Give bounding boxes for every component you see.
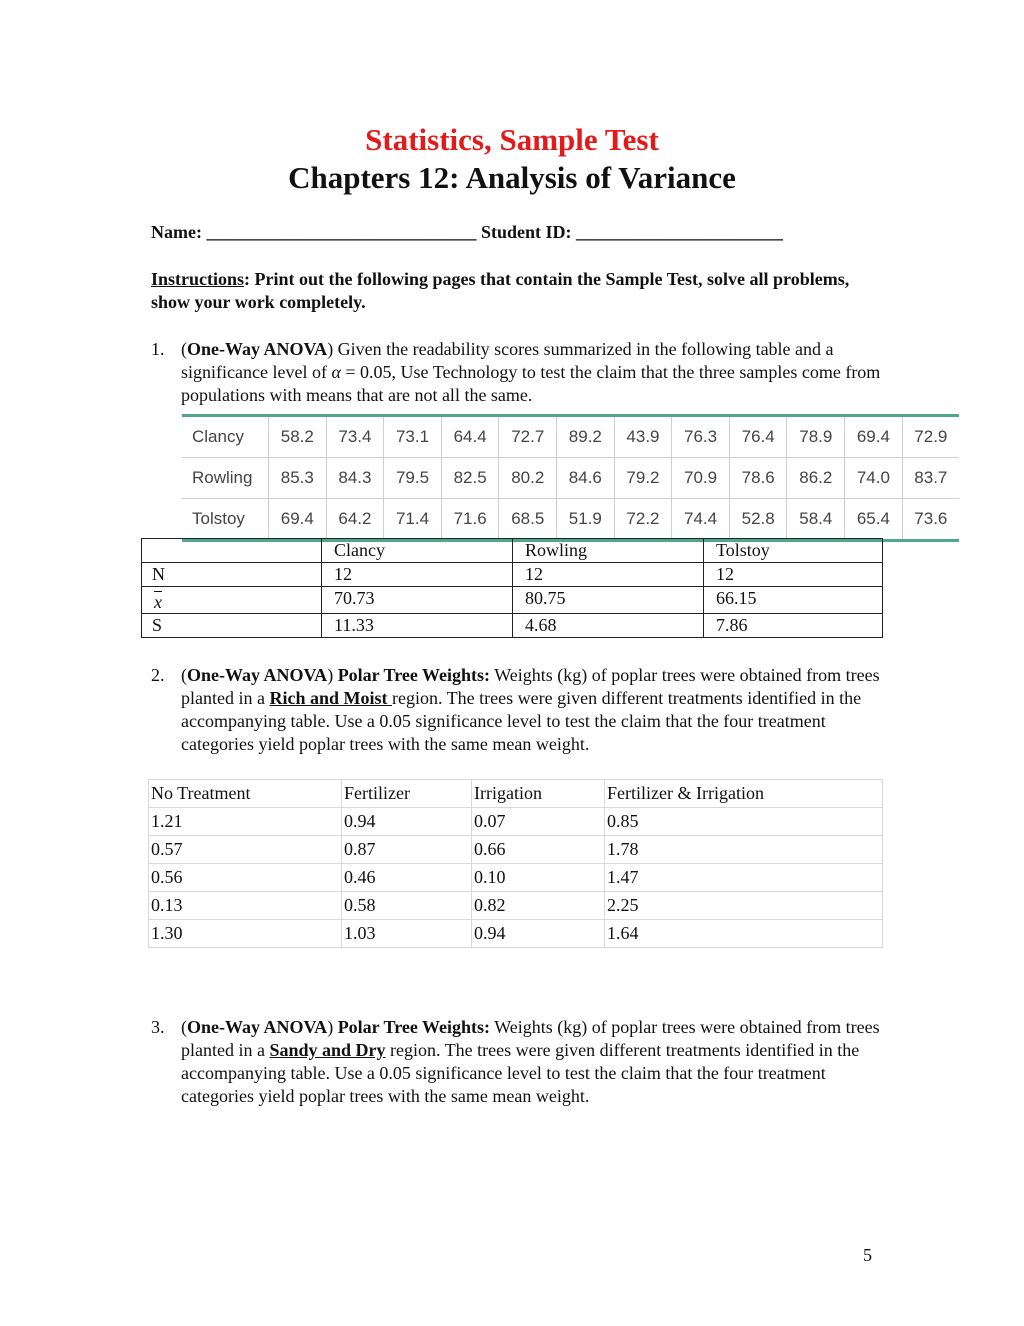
document-subtitle: Chapters 12: Analysis of Variance	[288, 160, 736, 195]
table-cell: 1.64	[605, 920, 883, 948]
question-number: 1.	[151, 339, 165, 359]
row-label	[142, 614, 322, 638]
table-row	[149, 836, 883, 864]
row-label-text: N	[152, 564, 165, 584]
poplar-weights-table	[148, 779, 883, 948]
region-label: Sandy and Dry	[269, 1040, 386, 1060]
table-cell: 69.4	[269, 499, 327, 539]
question-text-b: region. The trees were given different treatments identified in the accompanying table. Use a 0.05 significance level to test the claim that the four treatment categories yield poplar trees with the same mean weight.	[181, 688, 862, 754]
question-lead: Polar Tree Weights:	[337, 665, 491, 685]
student-id-blank: _______________________	[576, 222, 784, 242]
question-text: (One-Way ANOVA) Polar Tree Weights: Weights (kg) of poplar trees were obtained from trees planted in a Rich and Moist region. The trees were given different treatments identified in the accompanying table. Use a 0.05 significance level to test the claim that the four treatment categories yield poplar trees with the same mean weight.	[181, 665, 880, 754]
row-label	[142, 587, 322, 614]
instructions-text: : Print out the following pages that contain the Sample Test, solve all problems, show your work completely.	[151, 269, 850, 312]
column-header: Fertilizer	[342, 780, 472, 808]
table-cell: 0.87	[342, 836, 472, 864]
question-text-a: Weights (kg) of poplar trees were obtained from trees planted in a	[181, 665, 880, 708]
column-header: Irrigation	[472, 780, 605, 808]
summary-statistics-table	[141, 538, 883, 638]
table-cell: 1.30	[149, 920, 342, 948]
table-header-row	[149, 780, 883, 808]
table-row	[182, 417, 959, 457]
row-label-text: $\overline{x}$	[154, 592, 162, 612]
table-cell: 4.68	[513, 614, 704, 638]
table-cell: 70.9	[672, 457, 730, 498]
name-label: Name:	[151, 222, 202, 242]
table-row	[149, 864, 883, 892]
table-cell: 86.2	[787, 457, 845, 498]
table-cell: 12	[322, 563, 513, 587]
table-cell: 78.9	[787, 417, 845, 457]
table-cell: 1.78	[605, 836, 883, 864]
question-topic: One-Way ANOVA	[187, 1017, 328, 1037]
table-cell: 11.33	[322, 614, 513, 638]
table-cell: 71.4	[384, 499, 442, 539]
table-row	[149, 892, 883, 920]
table-cell: 0.13	[149, 892, 342, 920]
table-cell: 51.9	[557, 499, 615, 539]
table-cell: 2.25	[605, 892, 883, 920]
question-topic: One-Way ANOVA	[187, 339, 328, 359]
table-cell: 1.21	[149, 808, 342, 836]
question-text-b: = 0.05, Use Technology to test the claim that the three samples come from populations with means that are not all the same.	[181, 362, 881, 405]
row-label-text: S	[152, 615, 163, 635]
table-cell: 0.46	[342, 864, 472, 892]
column-header: Fertilizer & Irrigation	[605, 780, 883, 808]
table-cell: 52.8	[729, 499, 787, 539]
question-1	[151, 338, 881, 407]
question-2	[151, 664, 881, 756]
table-cell: 73.1	[384, 417, 442, 457]
table-row	[182, 457, 959, 498]
table-row	[149, 808, 883, 836]
alpha-symbol: α	[331, 362, 341, 382]
page-number: 5	[863, 1245, 872, 1265]
column-header: No Treatment	[149, 780, 342, 808]
question-topic: One-Way ANOVA	[187, 665, 328, 685]
table-cell: 76.3	[672, 417, 730, 457]
table-cell: 73.4	[326, 417, 384, 457]
table-cell: 1.03	[342, 920, 472, 948]
table-cell: 66.15	[704, 587, 883, 614]
question-text-a: Weights (kg) of poplar trees were obtained from trees planted in a	[181, 1017, 880, 1060]
table-cell: 58.2	[269, 417, 327, 457]
question-text: (One-Way ANOVA) Given the readability scores summarized in the following table and a significance level of α = 0.05, Use Technology to test the claim that the three samples come from populations with means that are not all the same.	[181, 339, 881, 405]
table-cell: 65.4	[845, 499, 903, 539]
table-row	[142, 614, 883, 638]
instructions	[151, 268, 881, 314]
table-cell: 0.58	[342, 892, 472, 920]
column-header: Tolstoy	[704, 539, 883, 563]
table-cell: 72.9	[914, 426, 948, 446]
table-cell: 84.3	[326, 457, 384, 498]
table-cell: 73.6	[902, 499, 959, 539]
document-title: Statistics, Sample Test	[365, 122, 659, 157]
table-cell: 0.07	[472, 808, 605, 836]
student-id-label: Student ID:	[480, 222, 572, 242]
table-row	[142, 563, 883, 587]
region-label: Rich and Moist	[269, 688, 392, 708]
question-3	[151, 1016, 881, 1108]
table-row	[142, 587, 883, 614]
row-label: Rowling	[182, 457, 269, 498]
table-cell: 71.6	[441, 499, 499, 539]
column-header	[142, 539, 322, 563]
table-cell: 69.4	[845, 417, 903, 457]
question-text-b: region. The trees were given different treatments identified in the accompanying table. Use a 0.05 significance level to test the claim that the four treatment categories yield poplar trees with the same mean weight.	[181, 1040, 860, 1106]
table-cell: 70.73	[322, 587, 513, 614]
question-text-a: ) Given the readability scores summarized in the following table and a significance level of	[181, 339, 834, 382]
table-cell: 79.2	[614, 457, 672, 498]
table-cell: 76.4	[729, 417, 787, 457]
table-cell: 0.82	[472, 892, 605, 920]
table-cell: 64.4	[441, 417, 499, 457]
readability-scores-table	[182, 414, 959, 542]
row-label: Tolstoy	[182, 499, 269, 539]
table-cell: 1.47	[605, 864, 883, 892]
question-lead: Polar Tree Weights:	[337, 1017, 491, 1037]
table-header-row	[142, 539, 883, 563]
table-cell: 72.7	[499, 417, 557, 457]
table-cell: 0.10	[472, 864, 605, 892]
table-cell: 74.0	[845, 457, 903, 498]
column-header: Clancy	[322, 539, 513, 563]
table-cell: 68.5	[499, 499, 557, 539]
row-label	[142, 563, 322, 587]
question-text: (One-Way ANOVA) Polar Tree Weights: Weights (kg) of poplar trees were obtained from trees planted in a Sandy and Dry region. The trees were given different treatments identified in the accompanying table. Use a 0.05 significance level to test the claim that the four treatment categories yield poplar trees with the same mean weight.	[181, 1017, 880, 1106]
table-cell: 0.66	[472, 836, 605, 864]
table-row	[149, 920, 883, 948]
table-cell: 0.57	[149, 836, 342, 864]
table-cell: 80.75	[513, 587, 704, 614]
column-header: Rowling	[513, 539, 704, 563]
table-cell: 78.6	[729, 457, 787, 498]
row-label: Clancy	[182, 417, 269, 457]
question-number: 3.	[151, 1017, 165, 1037]
name-blank: ______________________________	[206, 222, 477, 242]
table-cell: 12	[513, 563, 704, 587]
question-number: 2.	[151, 665, 165, 685]
table-cell: 0.56	[149, 864, 342, 892]
table-cell: 7.86	[704, 614, 883, 638]
table-cell: 72.2	[614, 499, 672, 539]
table-cell: 80.2	[499, 457, 557, 498]
table-cell: 82.5	[441, 457, 499, 498]
table-cell: 12	[704, 563, 883, 587]
table-cell: 83.7	[902, 457, 959, 498]
table-cell: 0.94	[342, 808, 472, 836]
table-cell: 0.85	[605, 808, 883, 836]
table-cell: 85.3	[269, 457, 327, 498]
table-cell: 89.2	[557, 417, 615, 457]
table-cell: 0.94	[472, 920, 605, 948]
table-cell: 74.4	[672, 499, 730, 539]
instructions-label: Instructions	[151, 269, 245, 289]
table-cell: 79.5	[384, 457, 442, 498]
table-row	[182, 499, 959, 539]
table-cell: 84.6	[557, 457, 615, 498]
name-id-line	[151, 222, 783, 243]
table-cell: 64.2	[326, 499, 384, 539]
table-cell: 58.4	[787, 499, 845, 539]
table-cell: 43.9	[614, 417, 672, 457]
